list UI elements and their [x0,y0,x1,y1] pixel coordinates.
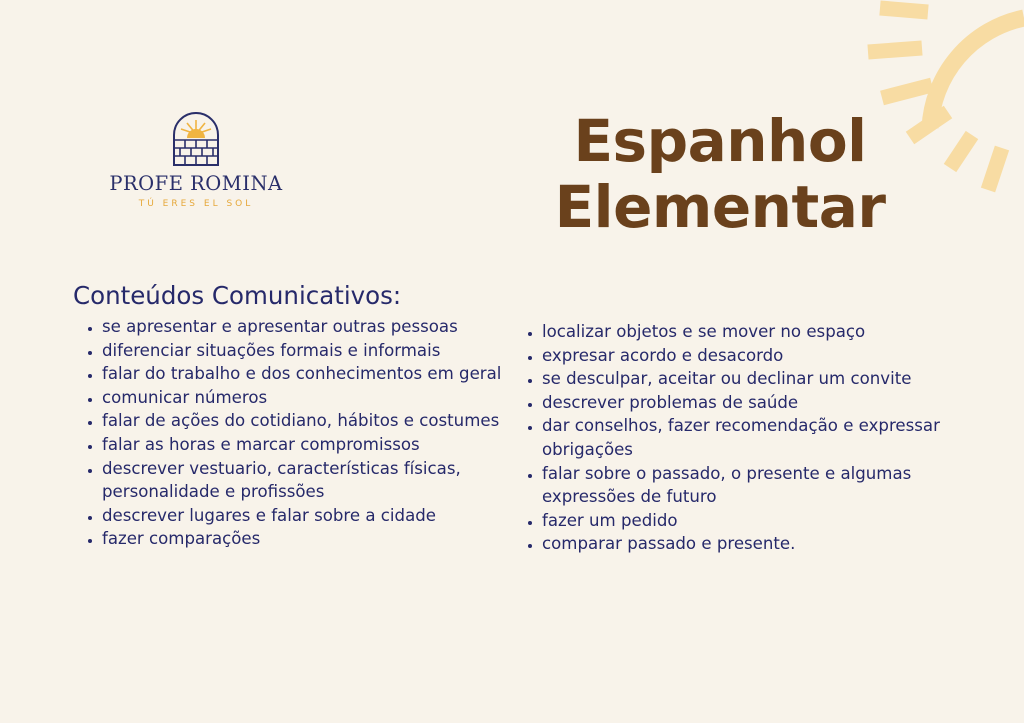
list-item: • expresar acordo e desacordo [542,344,982,368]
list-item: • se desculpar, aceitar ou declinar um convite [542,367,982,391]
list-item: • comunicar números [102,386,512,410]
brand-name: PROFE ROMINA [109,172,283,195]
content-list-right [512,320,982,556]
brand-logo [96,110,296,209]
course-title [520,108,920,240]
list-item: • falar sobre o passado, o presente e algumas expressões de futuro [542,462,982,509]
list-item: • fazer comparações [102,527,512,551]
brand-tagline: TÚ ERES EL SOL [138,199,254,209]
list-item: • comparar passado e presente. [542,532,982,556]
content-list-left [72,315,512,551]
list-item: • descrever problemas de saúde [542,391,982,415]
course-title-line-2: Elementar [554,173,886,241]
sun-arch-icon [171,110,221,166]
list-item: • descrever vestuario, características físicas, personalidade e profissões [102,457,512,504]
list-item: • diferenciar situações formais e informais [102,339,512,363]
list-item: • descrever lugares e falar sobre a cidade [102,504,512,528]
list-item: • fazer um pedido [542,509,982,533]
list-item: • falar do trabalho e dos conhecimentos em geral [102,362,512,386]
list-item: • localizar objetos e se mover no espaço [542,320,982,344]
course-title-line-1: Espanhol [573,107,867,175]
list-item: • dar conselhos, fazer recomendação e expressar obrigações [542,414,982,461]
list-item: • se apresentar e apresentar outras pessoas [102,315,512,339]
section-heading: Conteúdos Comunicativos: [73,281,402,310]
list-item: • falar de ações do cotidiano, hábitos e costumes [102,409,512,433]
list-item: • falar as horas e marcar compromissos [102,433,512,457]
